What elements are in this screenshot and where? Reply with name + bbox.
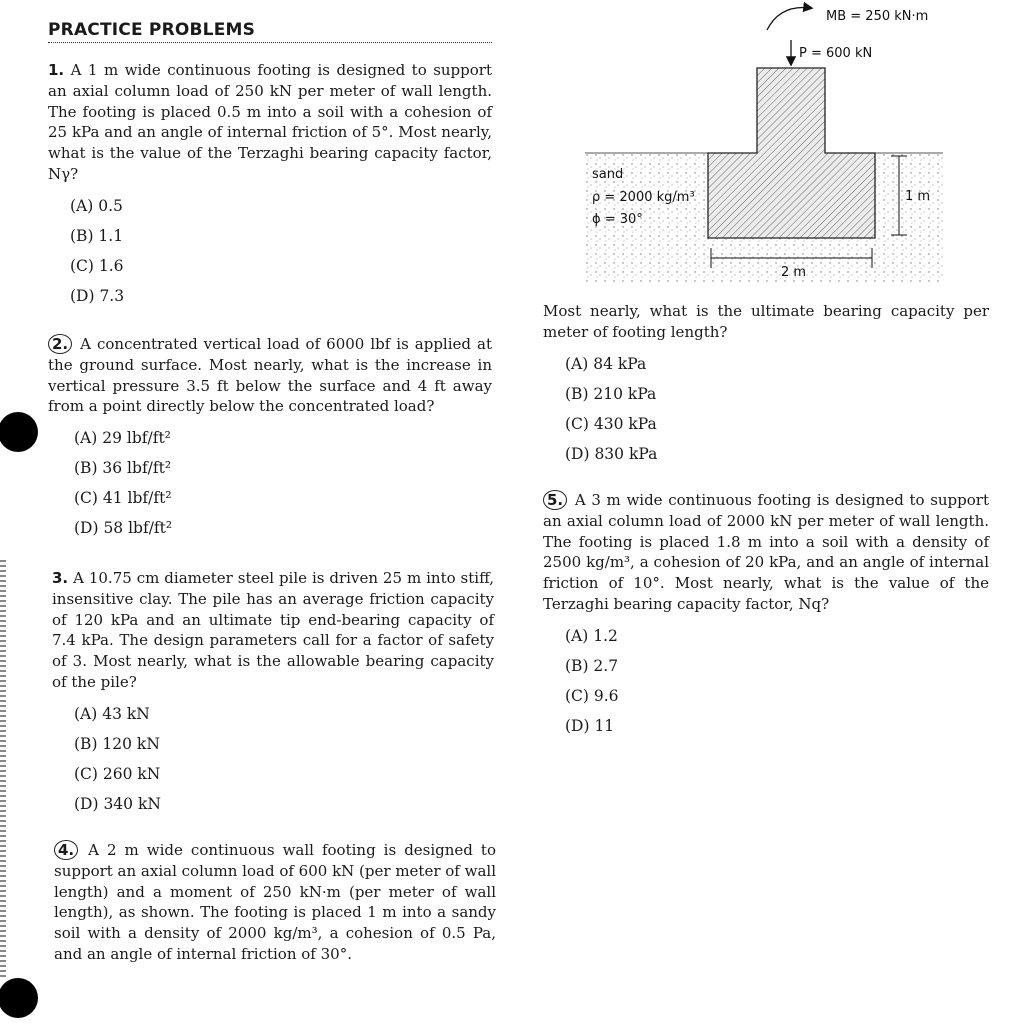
problem-2	[48, 334, 492, 543]
problem-2-statement	[48, 334, 492, 417]
page-title: PRACTICE PROBLEMS	[48, 20, 492, 43]
answer-option: (D) 830 kPa	[565, 444, 658, 463]
answer-option: (D) 11	[565, 716, 615, 735]
moment-arrow	[767, 7, 811, 30]
answer-option: (C) 9.6	[565, 686, 619, 705]
problem-number: 4.	[54, 840, 78, 860]
load-label: P = 600 kN	[799, 46, 873, 61]
binder-hole-bottom	[0, 978, 38, 1018]
problem-3-statement	[52, 568, 494, 693]
problem-3	[52, 568, 494, 819]
problem-1	[48, 60, 492, 311]
answer-option: (C) 430 kPa	[565, 414, 657, 433]
footing	[708, 68, 875, 238]
moment-label: MB = 250 kN·m	[826, 9, 929, 24]
answer-option: (B) 120 kN	[74, 734, 160, 753]
density-label: ρ = 2000 kg/m³	[592, 190, 695, 205]
problem-number: 2.	[48, 334, 72, 354]
answer-option: (D) 340 kN	[74, 794, 161, 813]
answer-option: (B) 210 kPa	[565, 384, 657, 403]
friction-label: ϕ = 30°	[592, 212, 643, 227]
answer-option: (B) 2.7	[565, 656, 619, 675]
binder-hole-top	[0, 412, 38, 452]
answer-option: (A) 0.5	[70, 196, 123, 215]
answer-option: (B) 1.1	[70, 226, 124, 245]
answer-option: (A) 1.2	[565, 626, 618, 645]
problem-text: A concentrated vertical load of 6000 lbf is applied at the ground surface. Most nearly, what is the increase in vertical pressure 3.5 ft below the surface and 4 ft away from a point directly below the concentrated load?	[48, 335, 492, 416]
soil-label: sand	[592, 167, 624, 182]
answer-option: (C) 1.6	[70, 256, 124, 275]
answer-option: (D) 58 lbf/ft²	[74, 519, 173, 538]
problem-text: A 10.75 cm diameter steel pile is driven 25 m into stiff, insensitive clay. The pile has an average friction capacity of 120 kPa and an ultimate tip end-bearing capacity of 7.4 kPa. The design parameters call for a factor of safety of 3. Most nearly, what is the allowable bearing capacity of the pile?	[52, 569, 494, 691]
problem-text: A 1 m wide continuous footing is designed to support an axial column load of 250 kN per meter of wall length. The footing is placed 0.5 m into a soil with a cohesion of 25 kPa and an angle of internal friction of 5°. Most nearly, what is the value of the Terzaghi bearing capacity factor, Nγ?	[48, 61, 492, 183]
answer-options	[70, 191, 492, 311]
problem-text: A 2 m wide continuous wall footing is designed to support an axial column load of 600 kN (per meter of wall length) and a moment of 250 kN·m (per meter of wall length), as shown. The footing is placed 1 m into a sandy soil with a density of 2000 kg/m³, a cohesion of 0.5 Pa, and an angle of internal friction of 30°.	[54, 841, 496, 963]
problem-4-question: Most nearly, what is the ultimate bearing capacity per meter of footing length?	[543, 302, 989, 341]
problem-5-statement	[543, 490, 989, 615]
problem-4-continued	[543, 301, 989, 469]
problem-number: 3.	[52, 569, 69, 587]
answer-options	[74, 699, 494, 819]
answer-options	[565, 621, 989, 741]
answer-option: (C) 41 lbf/ft²	[74, 489, 172, 508]
answer-option: (A) 29 lbf/ft²	[74, 429, 171, 448]
problem-number: 5.	[543, 490, 567, 510]
answer-option: (C) 260 kN	[74, 764, 161, 783]
problem-text: A 3 m wide continuous footing is designed to support an axial column load of 2000 kN per meter of wall length. The footing is placed 1.8 m into a soil with a density of 2500 kg/m³, a cohesion of 20 kPa, and an angle of internal friction of 10°. Most nearly, what is the value of the Terzaghi bearing capacity factor, Nq?	[543, 491, 989, 613]
answer-option: (A) 43 kN	[74, 704, 150, 723]
problem-5	[543, 490, 989, 741]
problem-4-statement	[54, 840, 496, 965]
answer-option: (B) 36 lbf/ft²	[74, 459, 172, 478]
answer-options	[74, 423, 492, 543]
problem-1-statement	[48, 60, 492, 185]
answer-options	[565, 349, 989, 469]
answer-option: (A) 84 kPa	[565, 354, 647, 373]
scan-edge	[0, 560, 6, 980]
problem-number: 1.	[48, 61, 65, 79]
answer-option: (D) 7.3	[70, 286, 125, 305]
width-label: 2 m	[781, 265, 807, 280]
footing-diagram	[585, 0, 965, 290]
problem-4	[54, 840, 496, 965]
depth-label: 1 m	[905, 189, 931, 204]
